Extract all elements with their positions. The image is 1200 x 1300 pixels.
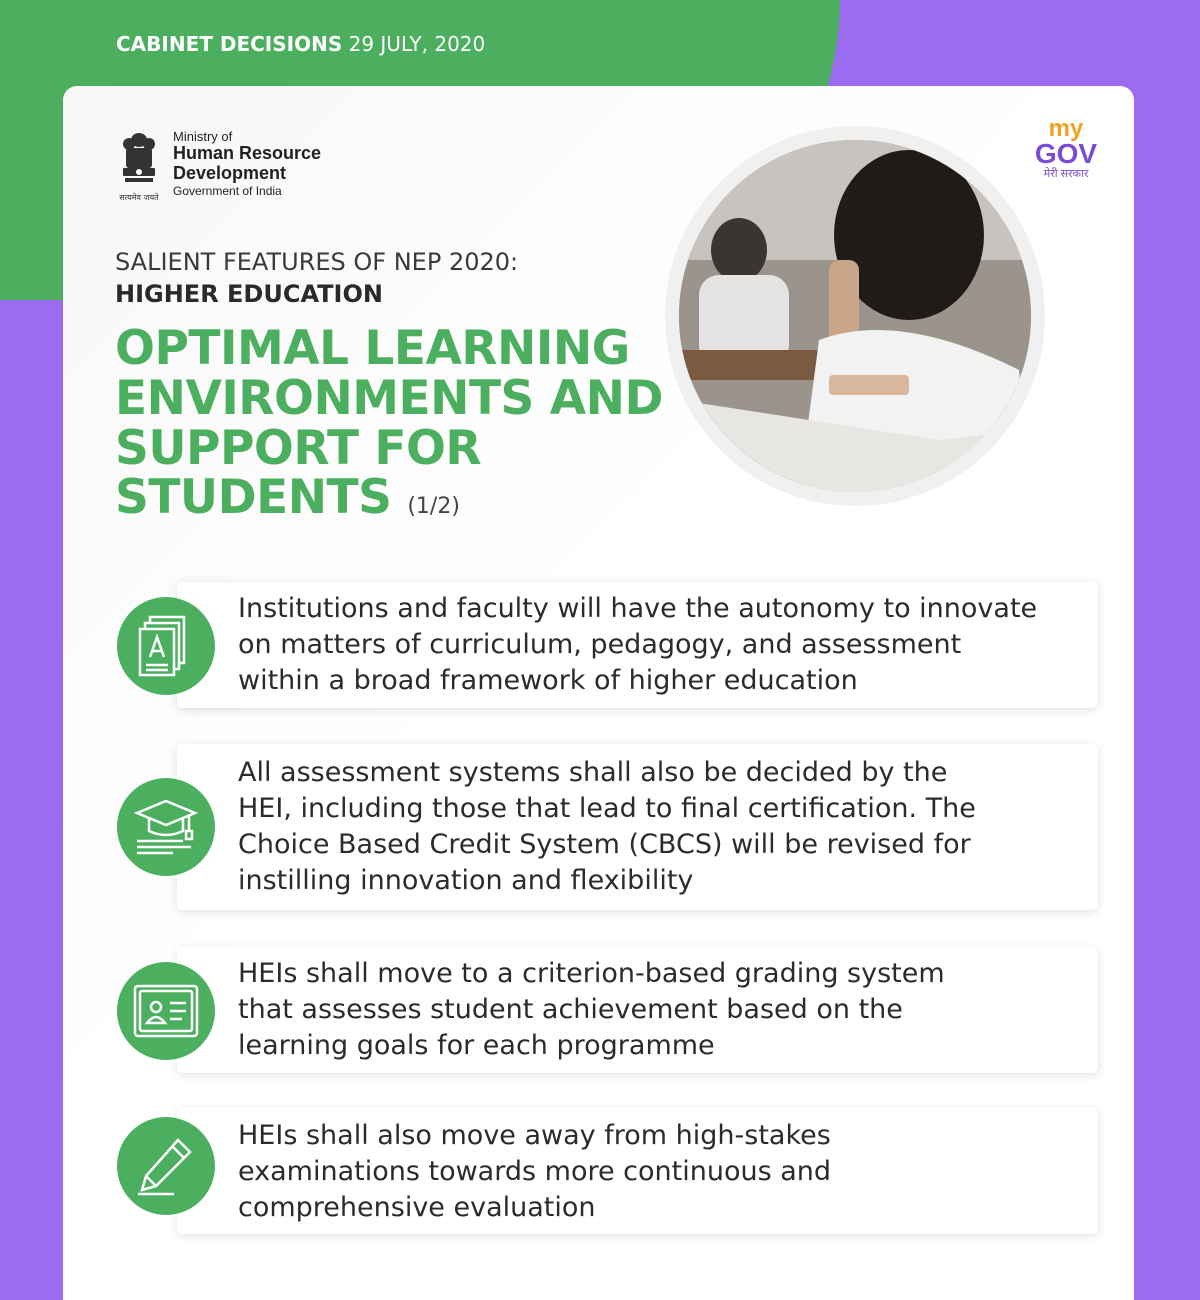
graduation-cap-icon <box>117 778 215 876</box>
header-label: CABINET DECISIONS <box>116 32 343 56</box>
title-line4 <box>115 470 715 526</box>
ministry-line4: Government of India <box>173 183 282 198</box>
feature-text <box>238 956 1078 1064</box>
salient-heading <box>115 246 518 311</box>
emblem-icon <box>113 130 165 204</box>
feature-line: that assesses student achievement based on the <box>238 994 903 1025</box>
ministry-text <box>173 130 321 198</box>
feature-line: examinations towards more continuous and <box>238 1156 832 1187</box>
feature-line: learning goals for each programme <box>238 1030 715 1061</box>
id-card-icon <box>117 962 215 1060</box>
title-line2: ENVIRONMENTS AND <box>115 370 663 426</box>
feature-text <box>238 755 1078 899</box>
feature-line: comprehensive evaluation <box>238 1192 596 1223</box>
feature-line: HEIs shall also move away from high-stakes <box>238 1120 831 1151</box>
title-line4-text: STUDENTS <box>115 470 392 526</box>
ministry-line2: Human Resource <box>173 143 322 164</box>
title-part: (1/2) <box>407 494 460 520</box>
salient-line1: SALIENT FEATURES OF NEP 2020: <box>115 248 519 276</box>
cabinet-decisions-header <box>116 32 485 56</box>
feature-item <box>117 1108 1098 1234</box>
feature-line: instilling innovation and flexibility <box>238 865 694 896</box>
page-title <box>115 321 715 526</box>
title-line1: OPTIMAL LEARNING <box>115 321 630 376</box>
feature-line: Institutions and faculty will have the autonomy to innovate <box>238 593 1038 624</box>
mygov-hindi: मेरी सरकार <box>1043 168 1089 181</box>
feature-text <box>238 1118 1078 1226</box>
document-icon <box>117 597 215 695</box>
feature-line: Choice Based Credit System (CBCS) will be revised for <box>238 829 971 860</box>
feature-line: HEI, including those that lead to final certification. The <box>238 793 976 824</box>
feature-line: HEIs shall move to a criterion-based grading system <box>238 958 945 989</box>
title-line3: SUPPORT FOR <box>115 420 482 476</box>
mygov-gov: GOV <box>1034 137 1098 169</box>
student-photo-frame <box>665 126 1045 506</box>
feature-line: All assessment systems shall also be decided by the <box>238 757 948 788</box>
mygov-my: my <box>1048 115 1084 142</box>
mygov-logo <box>1026 115 1106 181</box>
feature-line: on matters of curriculum, pedagogy, and assessment <box>238 629 962 660</box>
feature-item <box>117 744 1098 910</box>
ministry-line1: Ministry of <box>173 129 233 144</box>
salient-line2: HIGHER EDUCATION <box>115 280 383 309</box>
pencil-icon <box>117 1117 215 1215</box>
ministry-logo <box>113 130 321 204</box>
feature-text <box>238 591 1078 699</box>
emblem-caption: सत्यमेव जयते <box>119 193 159 202</box>
feature-line: within a broad framework of higher education <box>238 665 858 696</box>
feature-item <box>117 947 1098 1073</box>
header-date: 29 JULY, 2020 <box>348 32 486 56</box>
feature-item <box>117 582 1098 708</box>
ministry-line3: Development <box>173 163 287 184</box>
student-photo <box>679 140 1031 492</box>
